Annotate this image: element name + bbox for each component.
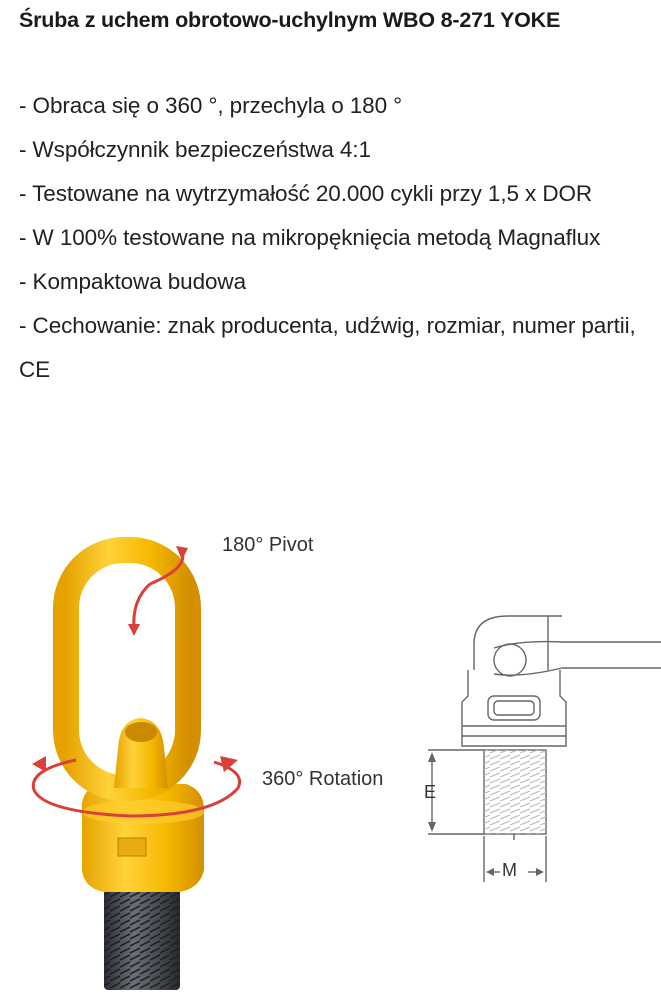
dimension-m-label: M <box>502 860 517 880</box>
feature-item: - Współczynnik bezpieczeństwa 4:1 <box>19 137 371 162</box>
feature-item: - Obraca się o 360 °, przechyla o 180 ° <box>19 93 403 118</box>
pivot-label: 180° Pivot <box>222 534 314 556</box>
feature-list <box>19 84 649 392</box>
feature-item: - Testowane na wytrzymałość 20.000 cykli przy 1,5 x DOR <box>19 181 593 206</box>
product-figure <box>0 520 661 999</box>
eyebolt-illustration <box>0 520 661 999</box>
product-title: Śruba z uchem obrotowo-uchylnym WBO 8-271 YOKE <box>19 8 561 32</box>
feature-item: - Kompaktowa budowa <box>19 269 246 294</box>
feature-item: - Cechowanie: znak producenta, udźwig, rozmiar, numer partii, CE <box>19 313 636 382</box>
rotation-label: 360° Rotation <box>262 768 384 790</box>
dimension-e-label: E <box>424 782 437 802</box>
feature-item: - W 100% testowane na mikropęknięcia metodą Magnaflux <box>19 225 601 250</box>
